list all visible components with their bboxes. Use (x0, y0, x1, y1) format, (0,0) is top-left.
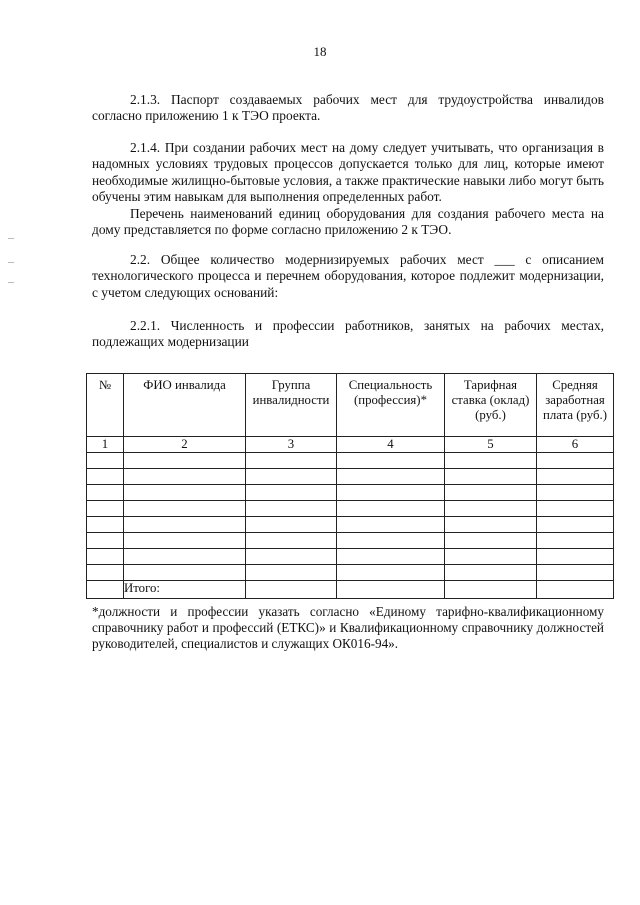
table-total-row (87, 581, 614, 599)
column-number: 6 (537, 437, 614, 453)
table-row (87, 565, 614, 581)
table-row (87, 501, 614, 517)
table-row (87, 453, 614, 469)
paragraph-text: Перечень наименований единиц оборудования для создания рабочего места на дому представляется по форме согласно приложению 2 к ТЭО. (92, 206, 604, 238)
paragraph-2-2-1 (92, 318, 604, 351)
table-row (87, 533, 614, 549)
paragraph-equipment-list (92, 206, 604, 239)
table-row (87, 469, 614, 485)
margin-mark (8, 282, 14, 283)
table-header-row (87, 374, 614, 437)
table-row (87, 485, 614, 501)
column-number: 2 (124, 437, 246, 453)
column-number: 1 (87, 437, 124, 453)
margin-mark (8, 262, 14, 263)
col-header-disability-group: Группа инвалидности (246, 374, 337, 437)
paragraph-text: 2.2. Общее количество модернизируемых рабочих мест ___ с описанием технологического процесса и перечнем оборудования, которое подлежит модернизации, с учетом следующих оснований: (92, 252, 604, 300)
table-row (87, 549, 614, 565)
column-number-row (87, 437, 614, 453)
paragraph-text: 2.2.1. Численность и профессии работников, занятых на рабочих местах, подлежащих модернизации (92, 318, 604, 350)
col-header-specialty: Специальность (профессия)* (337, 374, 445, 437)
paragraph-text: 2.1.4. При создании рабочих мест на дому следует учитывать, что организация в надомных условиях трудовых процессов допускается только для лиц, которые имеют необходимые жилищно-бытовые условия, а также практические навыки либо могут быть обучены этим навыкам для выполнения определенных работ. (92, 140, 604, 204)
col-header-average-salary: Средняя заработная плата (руб.) (537, 374, 614, 437)
col-header-tariff-rate: Тарифная ставка (оклад) (руб.) (445, 374, 537, 437)
footnote: *должности и профессии указать согласно «Единому тарифно-квалификационному справочнику работ и профессий (ЕТКС)» и Квалификационному справочнику должностей руководителей, специалистов и служащих ОК016-94». (92, 604, 604, 651)
col-header-number: № (87, 374, 124, 437)
column-number: 4 (337, 437, 445, 453)
paragraph-text: 2.1.3. Паспорт создаваемых рабочих мест для трудоустройства инвалидов согласно приложению 1 к ТЭО проекта. (92, 92, 604, 124)
paragraph-2-1-3 (92, 92, 604, 125)
paragraph-2-2 (92, 252, 604, 301)
column-number: 5 (445, 437, 537, 453)
column-number: 3 (246, 437, 337, 453)
paragraph-2-1-4 (92, 140, 604, 205)
margin-mark (8, 238, 14, 239)
col-header-fio: ФИО инвалида (124, 374, 246, 437)
page-number: 18 (313, 44, 327, 59)
total-label: Итого: (124, 581, 246, 599)
table-row (87, 517, 614, 533)
workers-table (86, 373, 614, 599)
